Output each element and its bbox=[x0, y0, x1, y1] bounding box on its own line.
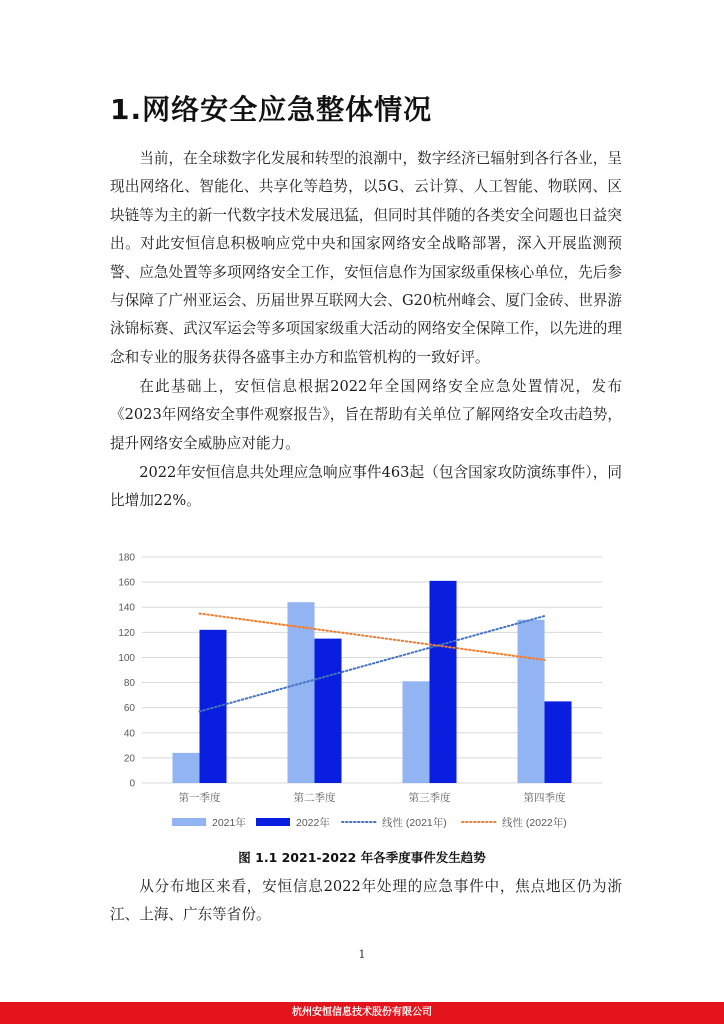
legend-trend-2021-label: 线性 (2021年) bbox=[382, 817, 447, 829]
figure-caption: 图 1.1 2021-2022 年各季度事件发生趋势 bbox=[238, 850, 486, 865]
y-tick-label: 100 bbox=[118, 652, 135, 664]
legend-2021-swatch bbox=[172, 818, 206, 826]
y-tick-label: 160 bbox=[118, 577, 135, 589]
y-tick-label: 40 bbox=[123, 728, 135, 740]
x-tick-label: 第二季度 bbox=[293, 792, 336, 804]
y-tick-label: 180 bbox=[118, 552, 135, 564]
footer-bar bbox=[0, 1002, 724, 1024]
bar-2022-q3 bbox=[430, 581, 457, 783]
page-number: 1 bbox=[358, 948, 366, 961]
bar-2022-q1 bbox=[200, 630, 227, 783]
legend-trend-2022-label: 线性 (2022年) bbox=[502, 817, 567, 829]
trendline-2021 bbox=[200, 616, 545, 711]
y-tick-label: 80 bbox=[123, 678, 135, 690]
legend-2022-swatch bbox=[256, 818, 290, 826]
legend-2022-label: 2022年 bbox=[296, 817, 330, 829]
paragraph-regions: 从分布地区来看，安恒信息2022年处理的应急事件中，焦点地区仍为浙江、上海、广东等省份。 bbox=[110, 878, 622, 924]
x-tick-label: 第三季度 bbox=[408, 792, 451, 804]
quarterly-events-chart bbox=[110, 545, 622, 845]
footer-company-name: 杭州安恒信息技术股份有限公司 bbox=[292, 1007, 432, 1018]
y-tick-label: 0 bbox=[129, 778, 135, 790]
bar-2021-q1 bbox=[173, 753, 200, 783]
paragraph-stats: 2022年安恒信息共处理应急响应事件463起（包含国家攻防演练事件），同比增加22%。 bbox=[110, 464, 622, 510]
y-tick-label: 60 bbox=[123, 703, 135, 715]
legend-2021-label: 2021年 bbox=[212, 817, 246, 829]
trendline-2022 bbox=[200, 614, 545, 660]
y-tick-label: 140 bbox=[118, 602, 135, 614]
section-heading: 1.网络安全应急整体情况 bbox=[110, 93, 433, 126]
y-tick-label: 20 bbox=[123, 753, 135, 765]
paragraph-intro: 当前，在全球数字化发展和转型的浪潮中，数字经济已辐射到各行各业，呈现出网络化、智能化、共享化等趋势，以5G、云计算、人工智能、物联网、区块链等为主的新一代数字技术发展迅猛，但同时其伴随的各类安全问题也日益突出。对此安恒信息积极响应党中央和国家网络安全战略部署，深入开展监测预警、应急处置等多项网络安全工作，安恒信息作为国家级重保核心单位，先后参与保障了广州亚运会、历届世界互联网大会、G20杭州峰会、厦门金砖、世界游泳锦标赛、武汉军运会等多项国家级重大活动的网络安全保障工作，以先进的理念和专业的服务获得各盛事主办方和监管机构的一致好评。 bbox=[110, 150, 622, 366]
x-tick-label: 第四季度 bbox=[523, 792, 566, 804]
bar-2021-q4 bbox=[518, 620, 545, 783]
paragraph-report: 在此基础上，安恒信息根据2022年全国网络安全应急处置情况，发布《2023年网络安全事件观察报告》，旨在帮助有关单位了解网络安全攻击趋势，提升网络安全威胁应对能力。 bbox=[110, 378, 622, 452]
x-tick-label: 第一季度 bbox=[178, 792, 221, 804]
bar-2021-q3 bbox=[403, 681, 430, 783]
bar-2022-q4 bbox=[545, 701, 572, 783]
y-tick-label: 120 bbox=[118, 627, 135, 639]
bar-2022-q2 bbox=[315, 639, 342, 783]
